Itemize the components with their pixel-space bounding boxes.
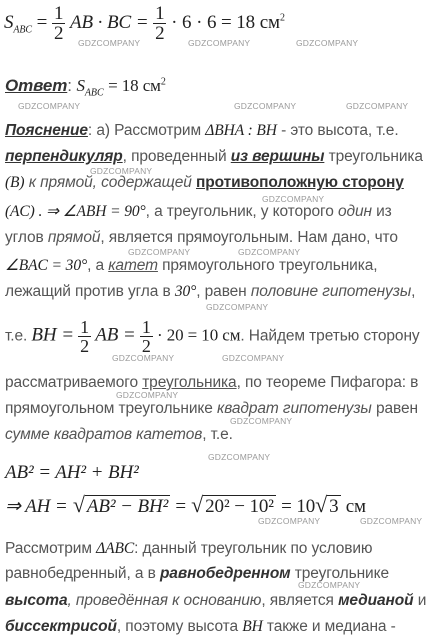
fraction-half-4: $\frac{1}{2}$ [141, 317, 151, 356]
formula-pythagoras: AB² = AH² + BH² [5, 462, 139, 483]
watermark: GDZCOMPANY [208, 452, 271, 462]
answer-label: Ответ [5, 76, 68, 95]
watermark: GDZCOMPANY [128, 247, 191, 257]
formula-ah: ⇒ AH = √ AB² − BH² = √ 20² − 10² = 10√ 3 см [5, 492, 366, 517]
watermark: GDZCOMPANY [346, 101, 409, 111]
formula-result: · 6 · 6 = 18 см [171, 11, 280, 33]
watermark: GDZCOMPANY [222, 353, 285, 363]
explanation-line-12: Рассмотрим ΔABC: данный треугольник по условию [5, 540, 373, 557]
watermark: GDZCOMPANY [230, 416, 293, 426]
explanation-line-11: сумме квадратов катетов, т.е. [5, 426, 233, 443]
watermark: GDZCOMPANY [360, 516, 423, 526]
answer-sup: 2 [160, 76, 166, 88]
formula-expr: AB · BC = [70, 11, 149, 33]
watermark: GDZCOMPANY [262, 194, 325, 204]
explanation-line-7: лежащий против угла в 30°, равен половине гипотенузы, [5, 283, 416, 300]
explanation-line-5: углов прямой, является прямоугольным. Нам дано, что [5, 229, 398, 246]
fraction-half-2: $\frac{1}{2}$ [155, 3, 165, 44]
watermark: GDZCOMPANY [18, 101, 81, 111]
answer-value: = 18 см [108, 76, 161, 95]
watermark: GDZCOMPANY [206, 302, 269, 312]
fraction-half-3: $\frac{1}{2}$ [80, 317, 90, 356]
watermark: GDZCOMPANY [188, 38, 251, 48]
equals: = [36, 11, 48, 33]
watermark: GDZCOMPANY [112, 353, 175, 363]
explanation-line-10: прямоугольном треугольнике квадрат гипотенузы равен [5, 400, 418, 417]
explanation-line-13: равнобедренный, а в равнобедренном треугольнике [5, 565, 389, 582]
watermark: GDZCOMPANY [298, 580, 361, 590]
explanation-line-6: ∠BAC = 30°, а катет прямоугольного треугольника, [5, 257, 378, 274]
fraction-half: $\frac{1}{2}$ [53, 3, 64, 44]
explanation-line-4: (AC) . ⇒ ∠ABH = 90°, а треугольник, у которого один из [5, 203, 392, 220]
explanation-line-8: т.е. BH = $\frac{1}{2}$ AB = $\frac{1}{2}$ · 20 = 10 см. Найдем третью сторону [5, 317, 420, 356]
explanation-line-3: (B) к прямой, содержащей противоположную сторону [5, 174, 404, 191]
watermark: GDZCOMPANY [258, 516, 321, 526]
area-symbol: S [4, 11, 14, 33]
watermark: GDZCOMPANY [234, 101, 297, 111]
watermark: GDZCOMPANY [78, 38, 141, 48]
watermark: GDZCOMPANY [90, 166, 153, 176]
watermark: GDZCOMPANY [116, 390, 179, 400]
area-subscript: ABC [13, 24, 32, 36]
answer-s: S [76, 76, 85, 95]
explanation-line-14: высота, проведённая к основанию, является медианой и [5, 592, 427, 609]
explanation-line-15: биссектрисой, поэтому высота BH также и медиана - [5, 618, 396, 635]
explanation-line-9: рассматриваемого треугольника, по теореме Пифагора: в [5, 374, 419, 391]
answer-line: Ответ: $S_{ABC} = 18$ $см^2$ [5, 76, 166, 99]
watermark: GDZCOMPANY [238, 247, 301, 257]
answer-sub: ABC [84, 87, 104, 99]
explanation-line-2: перпендикуляр, проведенный из вершины треугольника [5, 148, 423, 165]
watermark: GDZCOMPANY [296, 38, 359, 48]
formula-sup: 2 [279, 12, 285, 24]
explanation-line-1: Пояснение: а) Рассмотрим ΔBHA : BH - это высота, т.е. [5, 122, 399, 139]
